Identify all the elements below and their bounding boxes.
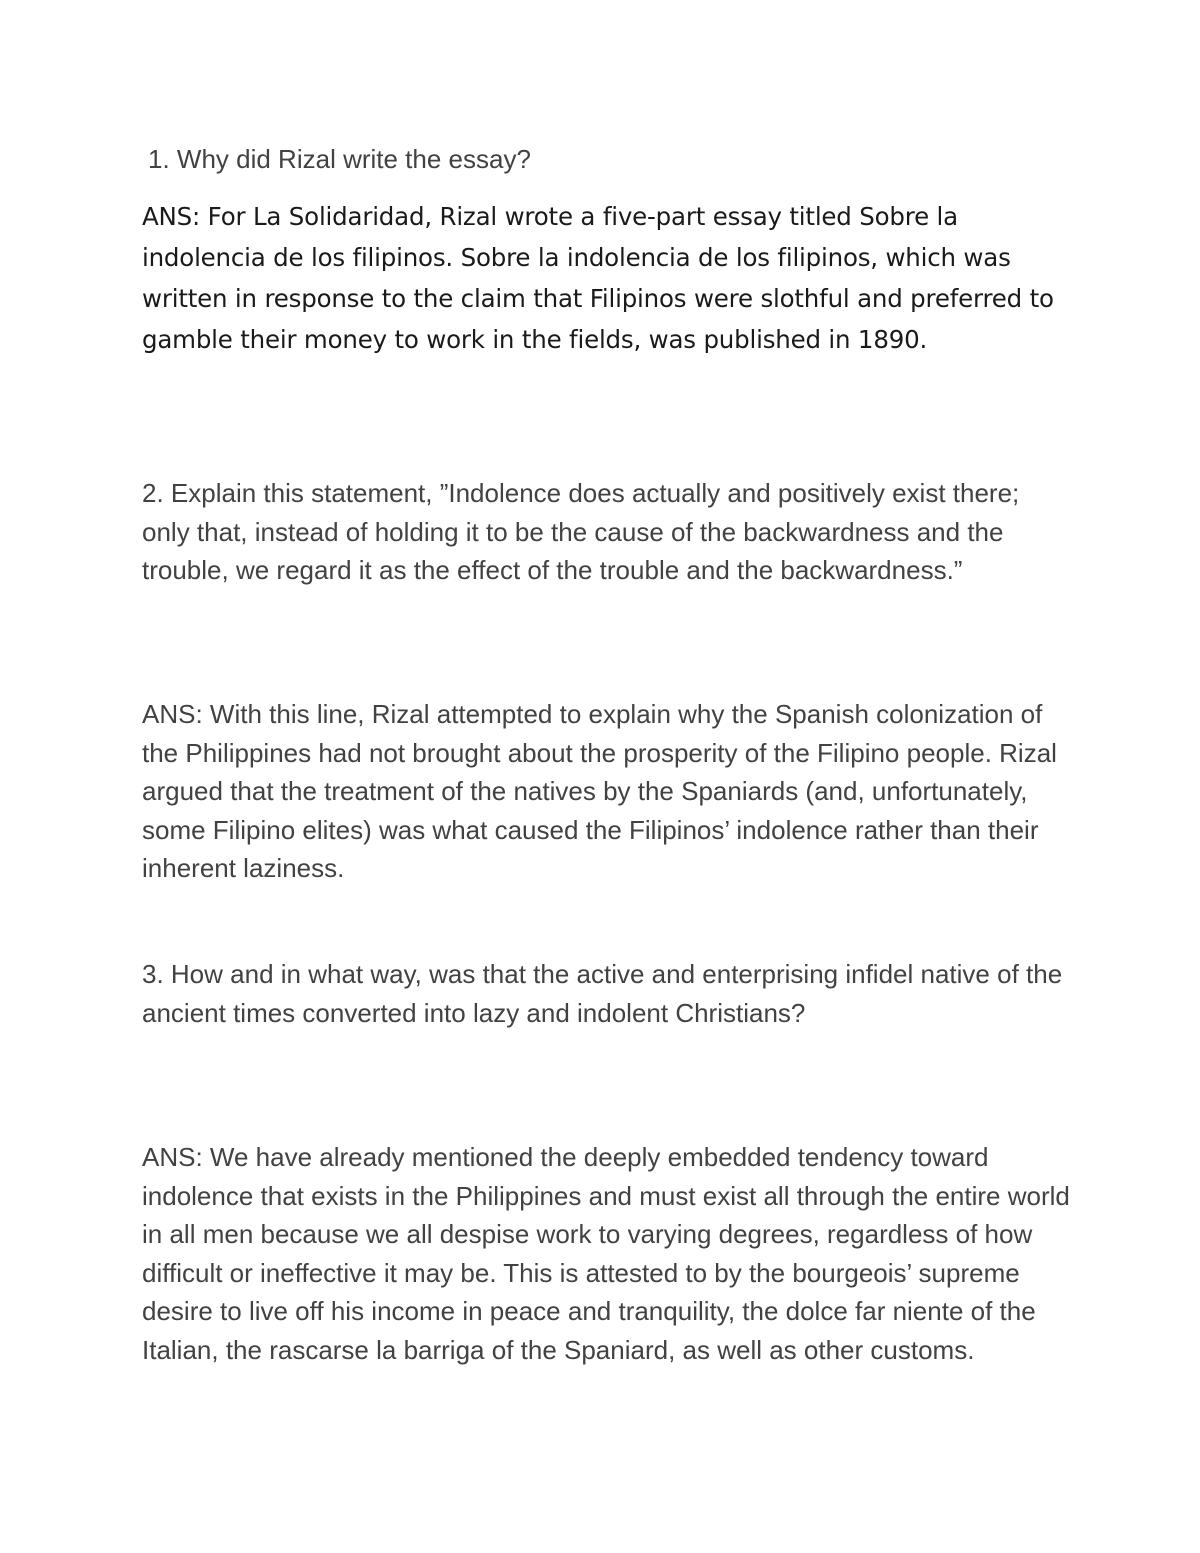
question-3: 3. How and in what way, was that the active and enterprising infidel native of the ancient times converted into lazy and indolent Christians? (142, 959, 1063, 1028)
answer-3: ANS: We have already mentioned the deeply embedded tendency toward indolence that exists in the Philippines and must exist all through the entire world in all men because we all despise work to varying degrees, regardless of how difficult or ineffective it may be. This is attested to by the bourgeois’ supreme desire to live off his income in peace and tranquility, the dolce far niente of the Italian, the rascarse la barriga of the Spaniard, as well as other customs. (142, 1142, 1070, 1365)
question-1: 1. Why did Rizal write the essay? (148, 144, 531, 174)
question-2: 2. Explain this statement, ”Indolence does actually and positively exist there; only that, instead of holding it to be the cause of the backwardness and the trouble, we regard it as the effect of the trouble and the backwardness.” (142, 478, 1020, 585)
answer-1: ANS: For La Solidaridad, Rizal wrote a five-part essay titled Sobre la indolencia de los filipinos. Sobre la indolencia de los filipinos, which was written in response to the claim that Filipinos were slothful and preferred to gamble their money to work in the fields, was published in 1890. (142, 202, 1054, 354)
answer-2: ANS: With this line, Rizal attempted to explain why the Spanish colonization of the Philippines had not brought about the prosperity of the Filipino people. Rizal argued that the treatment of the natives by the Spaniards (and, unfortunately, some Filipino elites) was what caused the Filipinos’ indolence rather than their inherent laziness. (142, 699, 1057, 883)
